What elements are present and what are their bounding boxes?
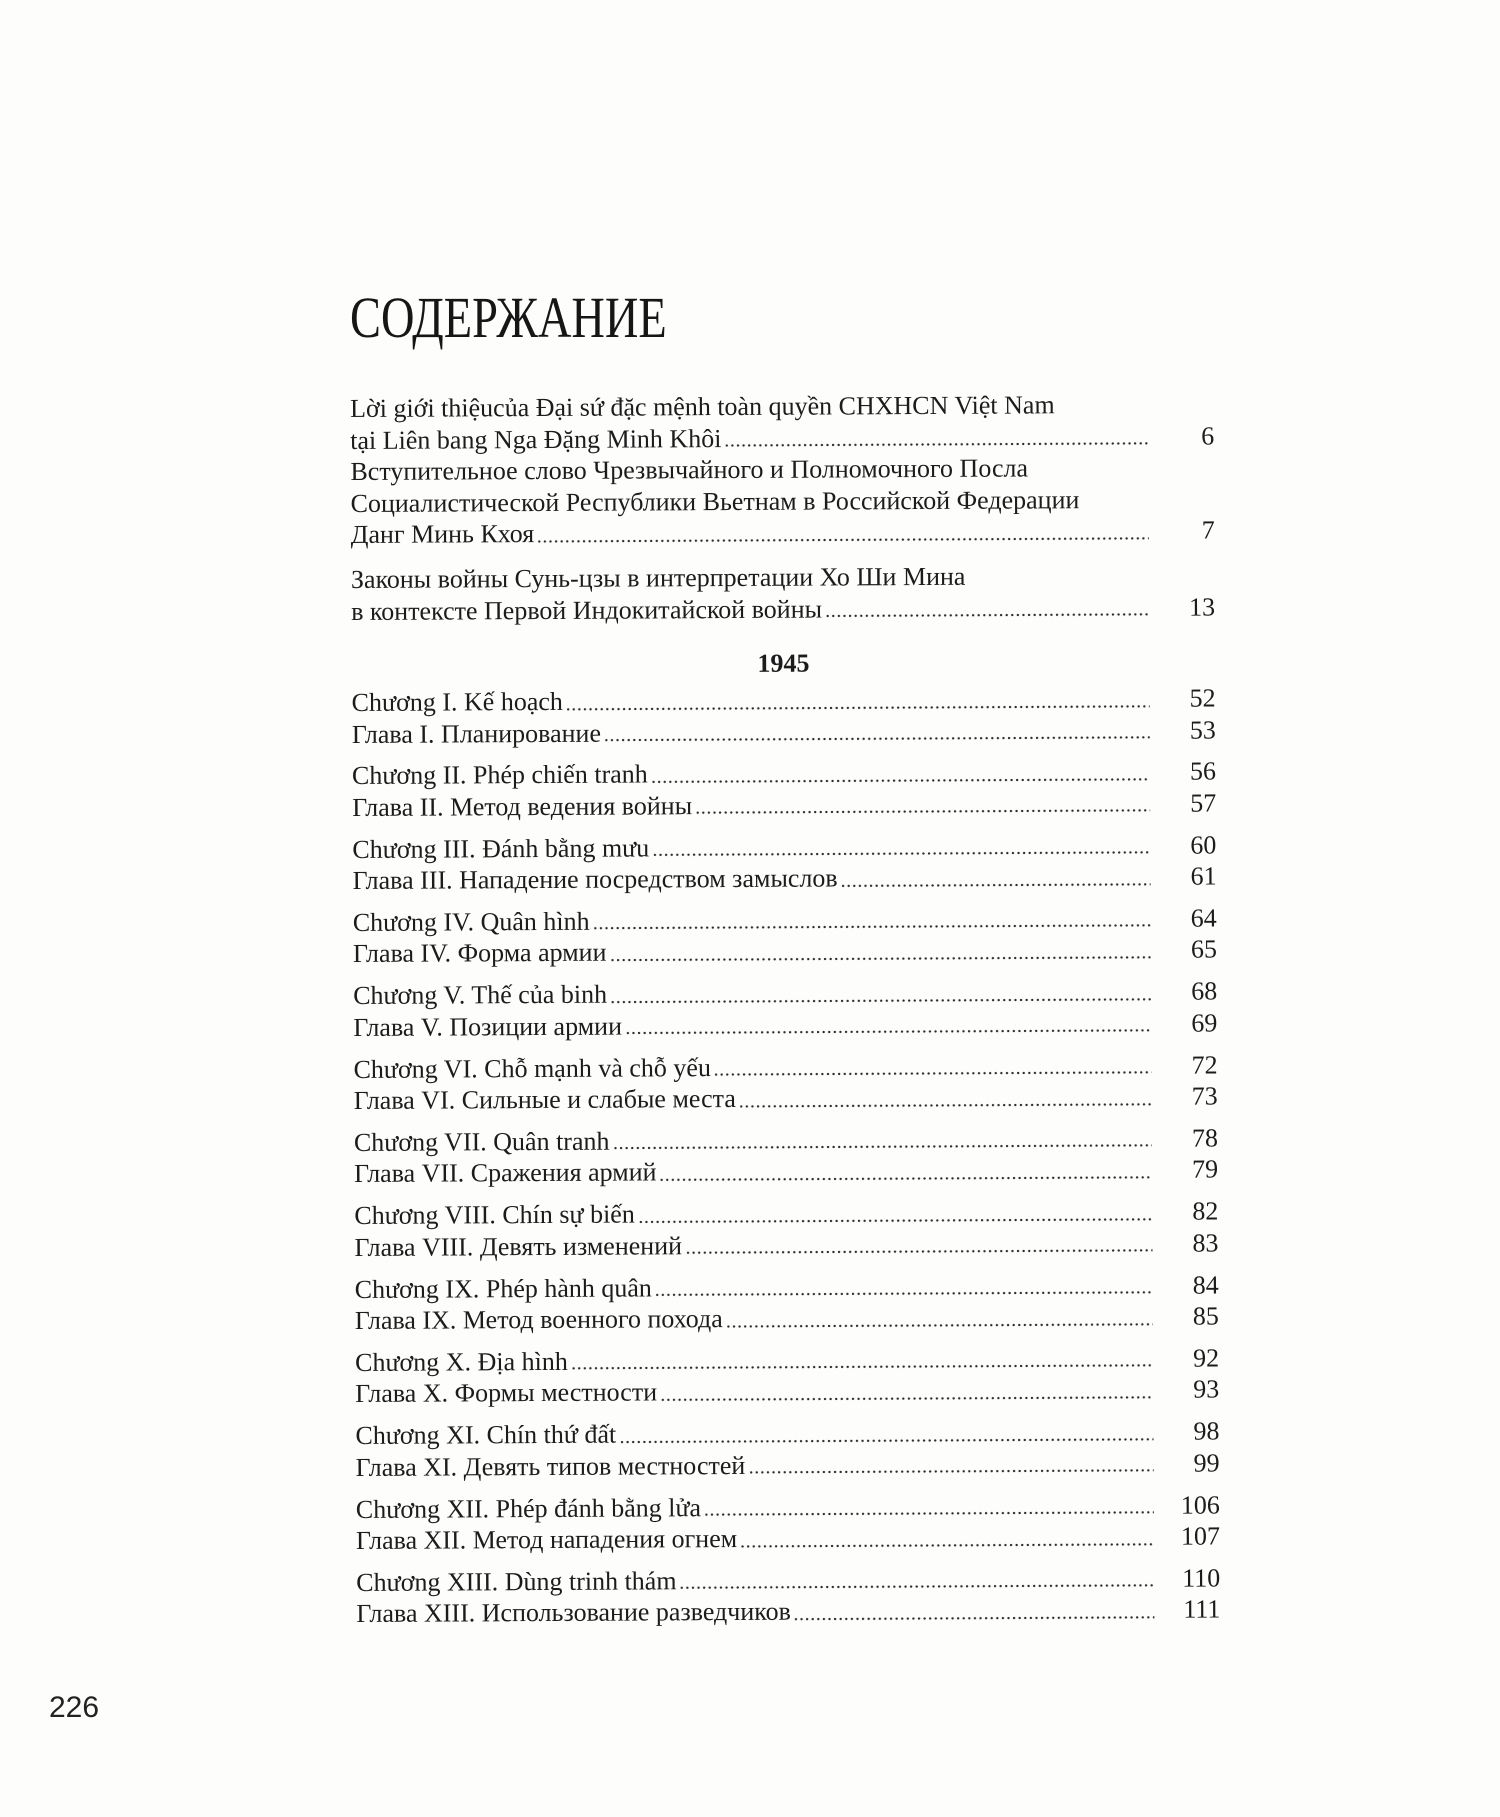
toc-entry-russian bbox=[354, 1227, 1218, 1263]
toc-page-number: 72 bbox=[1191, 1050, 1218, 1080]
toc-page-number: 61 bbox=[1190, 861, 1217, 891]
toc-entry-label: Chương VI. Chỗ mạnh và chỗ yếu bbox=[353, 1052, 711, 1084]
toc-page-number: 7 bbox=[1201, 515, 1215, 545]
chapter-group-3 bbox=[352, 829, 1216, 897]
dot-leader bbox=[749, 1469, 1153, 1474]
front-matter-entry-vietnamese-foreword bbox=[350, 388, 1214, 456]
toc-entry-label: в контексте Первой Индокитайской войны bbox=[351, 594, 823, 626]
toc-entry-label: tại Liên bang Nga Đặng Minh Khôi bbox=[350, 423, 722, 455]
toc-entry-label: Chương III. Đánh bằng mưu bbox=[352, 833, 650, 864]
dot-leader bbox=[567, 704, 1150, 710]
toc-entry-label: Глава XI. Девять типов местностей bbox=[355, 1450, 746, 1482]
toc-page-number: 98 bbox=[1193, 1416, 1220, 1446]
toc-page-number: 83 bbox=[1192, 1228, 1219, 1258]
toc-page-number: 99 bbox=[1193, 1448, 1220, 1478]
dot-leader bbox=[795, 1616, 1155, 1621]
toc-page-number: 79 bbox=[1192, 1154, 1219, 1185]
dot-leader bbox=[686, 1249, 1152, 1254]
toc-entry-vietnamese bbox=[354, 1196, 1218, 1232]
toc-entry-russian bbox=[354, 1081, 1218, 1117]
toc-entry-russian bbox=[356, 1594, 1220, 1630]
toc-entry-label: Глава X. Формы местности bbox=[355, 1377, 658, 1409]
toc-entry-russian bbox=[353, 1007, 1217, 1043]
dot-leader bbox=[725, 442, 1148, 447]
dot-leader bbox=[611, 956, 1151, 962]
toc-page-number: 73 bbox=[1191, 1081, 1218, 1111]
chapter-group-4 bbox=[353, 902, 1217, 970]
toc-entry-russian bbox=[354, 1154, 1218, 1190]
dot-leader bbox=[653, 851, 1150, 857]
toc-entry-label: Chương II. Phép chiến tranh bbox=[351, 759, 648, 791]
dot-leader bbox=[741, 1542, 1154, 1547]
toc-entry-label: Глава IV. Форма армии bbox=[352, 938, 607, 969]
toc-page-number: 60 bbox=[1190, 830, 1217, 860]
toc-entry-label: Chương IX. Phép hành quân bbox=[354, 1273, 652, 1304]
toc-entry-label: Глава V. Позиции армии bbox=[353, 1011, 623, 1042]
dot-leader bbox=[620, 1438, 1153, 1444]
table-of-contents bbox=[350, 388, 1220, 1629]
dot-leader bbox=[681, 1584, 1155, 1589]
toc-entry-label: Chương IV. Quân hình bbox=[352, 906, 590, 937]
toc-entry-label: Глава VI. Сильные и слабые места bbox=[353, 1084, 736, 1116]
toc-entry-label: Глава IX. Метод военного похода bbox=[354, 1304, 723, 1336]
toc-page-number: 107 bbox=[1180, 1521, 1221, 1551]
dot-leader bbox=[605, 736, 1150, 742]
toc-entry-line: Социалистической Республики Вьетнам в Российской Федерации bbox=[350, 484, 1080, 518]
toc-page-number: 64 bbox=[1190, 903, 1217, 933]
dot-leader bbox=[572, 1364, 1153, 1370]
toc-entry-line: Вступительное слово Чрезвычайного и Полномочного Посла bbox=[350, 453, 1029, 486]
toc-entry-vietnamese bbox=[355, 1416, 1219, 1452]
toc-entry bbox=[351, 591, 1215, 627]
chapter-group-2 bbox=[352, 756, 1216, 824]
dot-leader bbox=[715, 1071, 1152, 1076]
chapter-group-10 bbox=[355, 1342, 1219, 1410]
chapter-group-8 bbox=[354, 1196, 1218, 1264]
toc-page-number: 84 bbox=[1192, 1270, 1219, 1300]
toc-entry-vietnamese bbox=[352, 829, 1216, 865]
toc-page-number: 92 bbox=[1192, 1343, 1220, 1373]
toc-entry-vietnamese bbox=[353, 902, 1217, 938]
toc-entry-label: Глава VIII. Девять изменений bbox=[354, 1231, 683, 1262]
dot-leader bbox=[727, 1322, 1153, 1327]
toc-page-number: 57 bbox=[1190, 788, 1217, 818]
toc-entry-russian bbox=[355, 1301, 1219, 1337]
chapter-group-11 bbox=[355, 1416, 1219, 1484]
toc-entry-label: Chương I. Kế hoạch bbox=[351, 686, 563, 717]
toc-entry-label: Глава VII. Сражения армий bbox=[354, 1157, 657, 1189]
dot-leader bbox=[652, 778, 1150, 784]
toc-page-number: 52 bbox=[1189, 683, 1216, 713]
toc-entry-vietnamese bbox=[353, 1049, 1217, 1085]
toc-entry-russian bbox=[352, 787, 1216, 823]
dot-leader bbox=[696, 809, 1150, 814]
toc-page-number: 65 bbox=[1190, 934, 1218, 965]
toc-page-number: 6 bbox=[1201, 420, 1215, 451]
toc-entry-label: Глава XIII. Использование разведчиков bbox=[356, 1597, 791, 1629]
toc-entry-label: Chương VII. Quân tranh bbox=[353, 1126, 610, 1157]
dot-leader bbox=[613, 1144, 1151, 1150]
toc-entry-vietnamese bbox=[352, 756, 1216, 792]
toc-entry bbox=[351, 514, 1215, 550]
toc-entry-label: Chương XIII. Dùng trinh thám bbox=[356, 1566, 677, 1597]
toc-page-number: 111 bbox=[1183, 1594, 1221, 1625]
page-number: 226 bbox=[49, 1691, 100, 1724]
chapter-group-1 bbox=[352, 682, 1216, 750]
chapter-group-5 bbox=[353, 976, 1217, 1044]
dot-leader bbox=[705, 1511, 1154, 1516]
toc-entry-russian bbox=[353, 934, 1217, 970]
dot-leader bbox=[611, 998, 1151, 1004]
toc-entry-label: Chương XII. Phép đánh bằng lửa bbox=[355, 1492, 702, 1524]
dot-leader bbox=[639, 1218, 1152, 1224]
toc-page-number: 13 bbox=[1189, 591, 1216, 622]
toc-entry-label: Глава II. Метод ведения войны bbox=[352, 791, 693, 822]
dot-leader bbox=[661, 1176, 1153, 1182]
toc-entry-vietnamese bbox=[356, 1562, 1220, 1598]
dot-leader bbox=[656, 1291, 1153, 1297]
toc-entry-vietnamese bbox=[355, 1269, 1219, 1305]
toc-page-number: 56 bbox=[1189, 756, 1217, 786]
toc-entry-label: Chương VIII. Chín sự biến bbox=[354, 1199, 635, 1231]
section-heading: 1945 bbox=[757, 648, 810, 678]
chapter-group-12 bbox=[356, 1489, 1220, 1557]
toc-entry-russian bbox=[356, 1447, 1220, 1483]
dot-leader bbox=[594, 924, 1151, 930]
dot-leader bbox=[842, 882, 1151, 887]
dot-leader bbox=[740, 1102, 1152, 1107]
toc-entry-vietnamese bbox=[353, 976, 1217, 1012]
toc-page-number: 93 bbox=[1193, 1374, 1220, 1405]
toc-entry bbox=[350, 420, 1214, 456]
toc-entry-label: Chương XI. Chín thứ đất bbox=[355, 1419, 617, 1451]
toc-entry-russian bbox=[355, 1374, 1219, 1410]
toc-entry-label: Данг Минь Кхоя bbox=[350, 519, 535, 549]
toc-entry-vietnamese bbox=[352, 682, 1216, 718]
toc-entry-vietnamese bbox=[355, 1342, 1219, 1378]
toc-page-number: 110 bbox=[1182, 1563, 1221, 1593]
dot-leader bbox=[826, 613, 1149, 618]
toc-entry-label: Глава I. Планирование bbox=[351, 718, 602, 749]
chapter-group-6 bbox=[353, 1049, 1217, 1117]
chapter-group-7 bbox=[354, 1122, 1218, 1190]
toc-entry-russian bbox=[352, 714, 1216, 750]
dot-leader bbox=[661, 1396, 1153, 1402]
toc-entry-russian bbox=[352, 861, 1216, 897]
toc-page-number: 82 bbox=[1192, 1196, 1219, 1226]
toc-entry-line: Законы войны Сунь-цзы в интерпретации Хо Ши Мина bbox=[350, 561, 966, 594]
front-matter-entry-russian-foreword bbox=[350, 451, 1214, 550]
chapter-group-9 bbox=[355, 1269, 1219, 1337]
toc-entry-label: Глава III. Нападение посредством замыслов bbox=[352, 863, 838, 896]
toc-page-number: 106 bbox=[1180, 1490, 1220, 1520]
toc-page-number: 78 bbox=[1191, 1123, 1218, 1153]
toc-page-number: 53 bbox=[1189, 714, 1216, 745]
toc-entry-vietnamese bbox=[356, 1489, 1220, 1525]
chapter-group-13 bbox=[356, 1562, 1220, 1630]
toc-entry-line: Lời giới thiệucủa Đại sứ đặc mệnh toàn quyền CHXHCN Việt Nam bbox=[350, 390, 1055, 423]
toc-page-number: 85 bbox=[1192, 1301, 1219, 1331]
toc-entry-vietnamese bbox=[354, 1122, 1218, 1158]
toc-page-number: 69 bbox=[1191, 1008, 1218, 1038]
toc-entry-label: Chương X. Địa hình bbox=[355, 1346, 568, 1377]
toc-entry-label: Глава XII. Метод нападения огнем bbox=[355, 1524, 738, 1556]
toc-entry-label: Chương V. Thế của binh bbox=[353, 979, 608, 1011]
front-matter-entry-introduction bbox=[351, 559, 1215, 627]
page-title: СОДЕРЖАНИЕ bbox=[350, 285, 667, 350]
toc-page-number: 68 bbox=[1191, 976, 1218, 1006]
dot-leader bbox=[626, 1029, 1151, 1035]
toc-entry-russian bbox=[356, 1521, 1220, 1557]
dot-leader bbox=[538, 536, 1149, 542]
